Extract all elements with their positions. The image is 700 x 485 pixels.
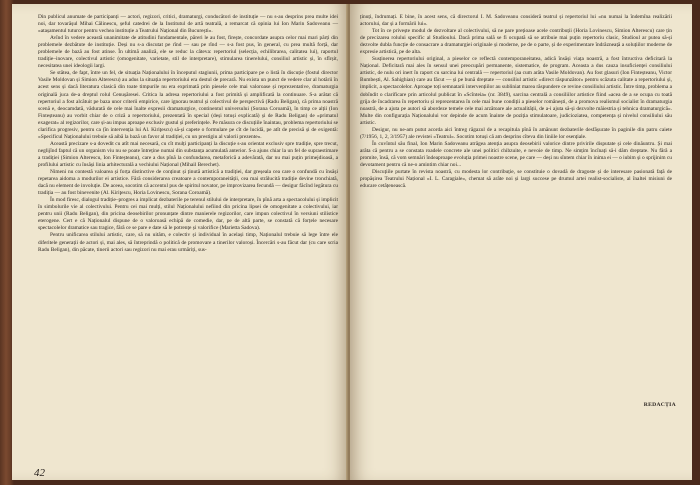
right-page xyxy=(350,4,692,480)
paragraph: Din publicul anumate de participanți — actori, regizori, critici, dramaturgi, conducători de instituție — nu s-au desprins prea multe idei noi, dar tovarășul Mihai Călinescu, șeful catedrei de la Institutul de artă teatrală, a remarcat că opinia lui Ion Marin Sadoveanu — «atașamentul tuturor pentru vechea instituție a Teatrului Național din București». xyxy=(38,14,338,35)
paragraph: Avînd în vedere această unanimitate de atitudini fundamentale, păreri le au fost, firește, concordate asupra celor mai mari părți din problemele dezbătute de instituție. Deși nu s-a discutat pe rînd — sau pe rînd — s-a fost pus, în general, cu prea multă forță, dar problemele de bază au fost atinse. În ultimă analiză, ele se reduc la câteva: repertoriul (selecția, echilibrarea, calitatea lui), raportul tradiție–inovare, colectivul artistic (omogenitate, varietate, stil de interpretare), stimularea tinerelului, consiliul artistic și, în sfîrșit, necesitatea unei ideologii largi. xyxy=(38,35,338,70)
page-number: 42 xyxy=(34,467,45,479)
paragraph: În cuvîntul său final, Ion Marin Sadoveanu atrăgea atenția asupra deosebirii valorice dintre privirile disputate și cele dinăuntru. Și mai arăta că pentru a se constata roadele concrete ale unei politici chibzuite, e nevoie de timp. Ne simțim încînați să-i dăm dreptate. Nu fără a promite, însă, că vom semnări îndeaproape evoluția primei noastre scene, pe care — deși nu sîntem chiar în inima ei — o iubim și o sprijinim cu devotament pentru că ne-o amintim chiar noi... xyxy=(360,140,672,168)
right-text-column xyxy=(360,14,672,190)
paragraph: Susținerea repertoriului original, a pieselor ce reflectă contemporaneitatea, adică însăși viața noastră, a fost întructiva deficitară la Național. Deficitară mai ales în sensul unei preocupări permanente, sistematice, de program. Aceasta a dus cauza insuficienței consiliului artistic, de nulu ori inert în raport cu sarcina lui centrală — repertoriul (aa cum arăta Vasile Moldovan). Au fost glasuri (Ion Finteșteanu, Victor Bumbești, Al. Sahighian) care au făcut — și pe bună dreptate — consiliul artistic «direct răspunzător» pentru scăzuta calitate a repertoriului și, implicit, a spectacolelor. Aproape toți semnatarii intervențiilor au subliniat marea răspundere ce revine consiliului artistic. Între timp, problema a dobîndit o clarificare prin articolul publicat în «Scînteia» (nr. 3849), sarcina centrală a consiliilor artistice fiind «acea de a se ocupa cu toată grija de încadrarea în repertoriu și reprezentarea în cele mai bune condiții a pieselor românești, de a promova realismul socialist în dramaturgia noastră, de a ajuta pe autori să abordeze temele cele mai arzătoare ale actualității, de a-i ajuta să-și dezvolte măiestria și tehnica dramaturgică». Multe din configurația Naționalului vor depinde de acum înainte de poziția stimulatoare, judicioziatea, competența și nivelul consiliului său artistic. xyxy=(360,56,672,126)
paragraph: În mod firesc, dialogul tradiție–progres a implicat dezbaterile pe terenul stilului de interpretare, în pînă arta a spectacolului și implicit în simbolurile vie al colectivului. Pentru cei mai mulți, stilul Naționalului nefiind din pricina lipsei de omogenitate a colectivului, iar pentru unii (Radu Beligan), din pricina deosebirilor pronunțate dintre manierele regizorilor, care impun colectivul în versiuni stilistice eterogene. Cert e că Naționalul dispune de o valoroasă echipă de comedie, dar, pe de altă parte, se constată că forțele necesare spectacolelor dramatice sau tragice, fără ce se pare e date să le potrențe și valorifice (Marietta Sadova). xyxy=(38,197,338,232)
paragraph: Discuțiile purtate în revista noastră, cu modesta lor contribuție, se constituie o dovadă de dragoste și de interesare pasionată față de propășirea Teatrului Național «I. L. Caragiale», chemat să arăte noi și largi succese pe drumul artei realist-socialiste, al înaltei misiuni de educare cetățenească. xyxy=(360,169,672,190)
paragraph: Tot în ce privește modul de dezvoltare al colectivului, să ne pare prețioase acele contribuții (Horia Lovinescu, Simion Alterescu) care țin de precizarea rolului specific al Studioului. Dacă prima sală se fi ocupată să se atribuie mai puțin repertoriu clasic, Studioul ar putea să-și dezvolte dubla funcție de consacrare a dramaturgiei originale și moderne, pe de o parte, și de experimentare îndrăzneață a soluțiilor moderne de expresie artistică, pe de alta. xyxy=(360,28,672,56)
left-page xyxy=(12,4,348,480)
paragraph: Această precizare s-a dovedit cu atît mai necesară, cu cît mulți participanți la discuție s-au orientat exclusiv spre tradiție, spre trecut, neglijînd faptul că un organism viu nu se poate întreține numai din substanța acumulată anterior. S-a ajuns chiar la un fel de supraestimare a tradiției (Simion Alterescu, Ion Finteșteanu), care a dus pînă la confundarea, metaforică a adevărată, dar nu mai puțin primejdioasă, a profilului artistic cu însăși linia arhitecturală a vechiului Național (Mihail Berechet). xyxy=(38,140,338,168)
left-text-column xyxy=(38,14,338,254)
paragraph: Nimeni nu contestă valoarea și forța distinctive de conținut și ținută artistică a tradiției, dar greșeala cea care o confundă cu însăși repetarea aidoma a modurilor ei artistice. Fără considerarea creatoare a contemporaneității, cea mai strălucită tradiție devine tronchiată, dacă nu element de involuție. De aceea, socotim că accentul pus de spiritul novator, pe improvizarea fecundă — desigur făcînd legătura cu tradiția — au fost binevenite (Al. Kiriţescu, Horia Lovinescu, Sorana Coroamă). xyxy=(38,169,338,197)
paragraph: ținuți, îndrumați. E bine, în acest sens, că directorul I. M. Sadoveanu consideră teatrul și repertoriul lui «nu numai la îndemîna realizării actorului, dar și a formării lui». xyxy=(360,14,672,28)
signature: REDACȚIA xyxy=(643,402,676,408)
paragraph: Desigur, nu ne-am putut acorda aici întreg răgazul de a recapitula pînă în amănunt dezbaterile desfășurate în paginile din patru caiete (7/1956, 1, 2, 3/1957) ale revistei «Teatrul». Socotim totuși că am desprins cîteva din liniile lor esențiale. xyxy=(360,126,672,140)
paragraph: Pentru unificarea stilului artistic, care, să nu uităm, e colectiv și individual în același timp, Naționalul trebuie să lege între ele diferitele generații de actori și, mai ales, să întreprindă o politică de promovare a tinerilor valoroși. Încercări s-au făcut dar (cu care scria Radu Beligan), din păcate, tinerii actori sau regizori nu mai erau urmăriți, sus- xyxy=(38,232,338,253)
paragraph: Se stătea, de fapt, între un fel, de situația Naționalului în începutul stagiunii, prima participare pe o listă în discuție (fostul director Vasile Moldovan și Simion Alterescu) au adus la situația repertoriului era destul de precară. Nu exista un punct de vedere clar al hotării în acest sens și dacă literatura clasică din toate timpurile nu era exprimată prin piesele cele mai valoroase și reprezentative, dramaturgia originală juca de-a dreptul rolul Cenușăresei. Critica la adresa repertoriului a fost primită și amplificată la continuare. S-a arătat că repertoriul a fost alcătuit pe baza unor criterii empirice, care ignorau teatrul și colectivul de perspectivă (Radu Beligan), că prima noastră scenă e, deocamdată, vădurată de cele mai înalte expresii dramaturgice, continentul universului (Sorana Coroamă), în timp ce alții (Ion Finteșteanu) au vorbit chiar de o criză a repertoriului, prezentată în special (deși totuși explicată) și de Radu Beligan) de «primatul exagerat» al regizorilor, care și-au impus aproape exclusiv gustul și preferințele. Pe măsura ce discuțiile înaintau, problema repertoriului se clarifica progresiv, pentru ca (în intervenția lui Al. Kiriţescu) să-și capete o formulare pe cît de lucidă, pe atît de precisă și de exigentă: «Specificul Naționalului trebuie să aibă la bază un favor al tradiției, cu un prestigiu al valorii prezente». xyxy=(38,70,338,140)
